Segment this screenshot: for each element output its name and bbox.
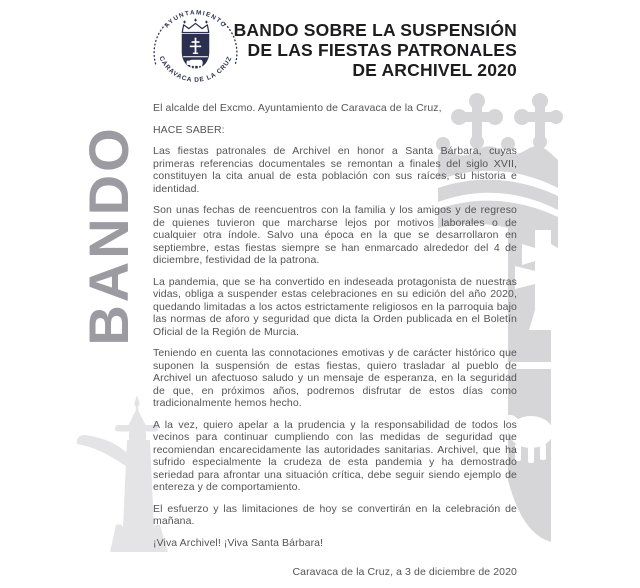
paragraph: Son unas fechas de reencuentros con la familia y los amigos y de regreso de quienes tuvieron que marcharse lejos por motivos laborales o de cualquier otra índole. Salvo una época en la que se desarrollaron en septiembre, estas fiestas siempre se han enmarcado alrededor del 4 de diciembre, festividad de la patrona. <box>153 204 517 266</box>
seal-top-text: AYUNTAMIENTO <box>163 9 228 30</box>
paragraph: El esfuerzo y las limitaciones de hoy se convertirán en la celebración de mañana. <box>153 502 517 527</box>
paragraph: Las fiestas patronales de Archivel en honor a Santa Bárbara, cuyas primeras referencias documentales se remontan a finales del siglo XVII, constituyen la cita anual de esta población con sus raíces, su historia e identidad. <box>153 145 517 195</box>
crown-fleuron-icon <box>514 93 563 149</box>
paragraph: La pandemia, que se ha convertido en indeseada protagonista de nuestras vidas, obliga a suspender estas celebraciones en su edición del año 2020, quedando limitadas a los actos estrictamente religiosos en la parroquia bajo las normas de aforo y seguridad que dicta la Orden publicada en el Boletín Oficial de la Región de Murcia. <box>153 275 517 338</box>
page-title-line-2: DE LAS FIESTAS PATRONALES <box>247 40 517 60</box>
dateline: Caravaca de la Cruz, a 3 de diciembre de 2020 <box>292 566 517 578</box>
proclamation-heading: HACE SABER: <box>153 123 225 136</box>
paragraph: A la vez, quiero apelar a la prudencia y la responsabilidad de todos los vecinos para continuar cumpliendo con las medidas de seguridad que recomiendan encarecidamente las autoridades sanitarias. Archivel, que ha sufrido especialmente la crudeza de esta pandemia y ha demostrado seriedad para afrontar una situación crítica, debe seguir siendo ejemplo de entereza y de comportamiento. <box>153 418 517 493</box>
seal-shield-icon <box>182 34 210 69</box>
page-title <box>234 20 517 80</box>
city-seal-logo <box>147 3 244 98</box>
page-title-line-1: BANDO SOBRE LA SUSPENSIÓN <box>233 20 517 40</box>
page-title-line-3: DE ARCHIVEL 2020 <box>352 60 517 80</box>
document-body <box>153 102 517 588</box>
salutation: El alcalde del Excmo. Ayuntamiento de Caravaca de la Cruz, <box>153 102 442 114</box>
seal-crown-icon <box>182 19 209 33</box>
paragraph: Teniendo en cuenta las connotaciones emotivas y de carácter histórico que suponen la suspensión de estas fiestas, quiero trasladar al pueblo de Archivel un afectuoso saludo y un mensaje de esperanza, en la seguridad de que, en próximos años, podremos disfrutar de estos días como tradicionalmente hemos hecho. <box>153 347 517 409</box>
closing-vivas: ¡Viva Archivel! ¡Viva Santa Bárbara! <box>153 536 324 549</box>
bando-vertical-watermark-text: BANDO <box>77 125 140 346</box>
seal-bottom-text: CARAVACA DE LA CRUZ <box>157 55 234 84</box>
